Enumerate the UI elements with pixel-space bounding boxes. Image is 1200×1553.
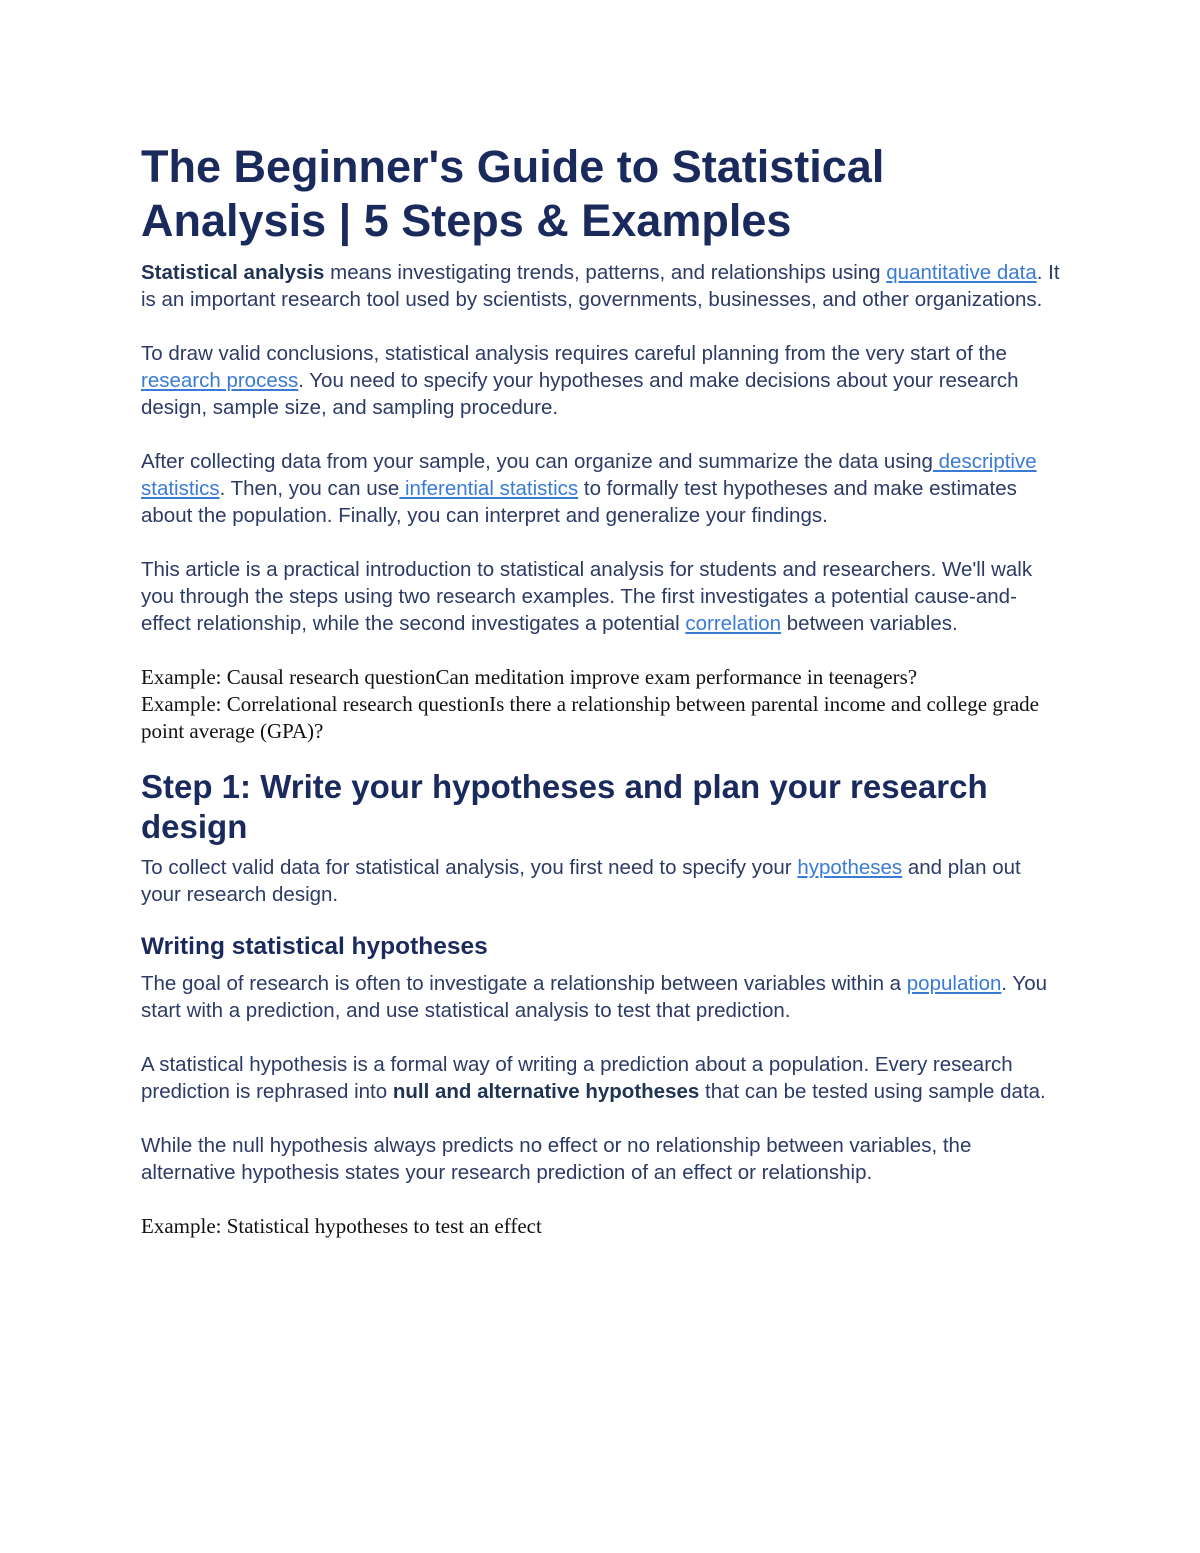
text: to formally test hypotheses and make estimates about the population. Finally, you can interpret and generalize your findings. xyxy=(141,477,1017,527)
bold-term: Statistical analysis xyxy=(141,261,325,284)
step1-paragraph-2 xyxy=(141,970,1060,1024)
link-quantitative-data[interactable]: quantitative data xyxy=(886,261,1037,284)
text: that can be tested using sample data. xyxy=(699,1080,1046,1103)
link-inferential-statistics[interactable]: inferential statistics xyxy=(399,477,579,500)
text: A statistical hypothesis is a formal way of writing a prediction about a population. Every research prediction is rephrased into xyxy=(141,1053,1013,1103)
text: After collecting data from your sample, you can organize and summarize the data using xyxy=(141,450,933,473)
bold-term: null and alternative hypotheses xyxy=(392,1080,700,1103)
text: . Then, you can use xyxy=(219,477,400,500)
page-title: The Beginner's Guide to Statistical Analysis | 5 Steps & Examples xyxy=(141,141,885,246)
example-causal: Example: Causal research questionCan meditation improve exam performance in teenagers? xyxy=(141,665,918,689)
text: means investigating trends, patterns, and relationships using xyxy=(324,261,887,284)
link-hypotheses[interactable]: hypotheses xyxy=(797,856,903,879)
step1-paragraph-1 xyxy=(141,854,1060,908)
link-descriptive-statistics[interactable]: descriptive statistics xyxy=(141,450,1037,500)
text: and plan out your research design. xyxy=(141,856,1021,906)
example-correlational: Example: Correlational research questionIs there a relationship between parental income and college grade point average (GPA)? xyxy=(141,692,1039,743)
example-statistical-hypotheses: Example: Statistical hypotheses to test an effect xyxy=(141,1214,542,1238)
text: To draw valid conclusions, statistical analysis requires careful planning from the very start of the xyxy=(141,342,1007,365)
text: . You start with a prediction, and use statistical analysis to test that prediction. xyxy=(141,972,1048,1022)
text: This article is a practical introduction to statistical analysis for students and researchers. We'll walk you through the steps using two research examples. The first investigates a potential cause-and-effect relationship, while the second investigates a potential xyxy=(141,558,1033,635)
link-research-process[interactable]: research process xyxy=(141,369,299,392)
link-correlation[interactable]: correlation xyxy=(685,612,782,635)
text: The goal of research is often to investigate a relationship between variables within a xyxy=(141,972,907,995)
link-population[interactable]: population xyxy=(906,972,1002,995)
intro-paragraph-2 xyxy=(141,340,1060,421)
text: . It is an important research tool used by scientists, governments, businesses, and other organizations. xyxy=(141,261,1060,311)
subheading-writing-hypotheses: Writing statistical hypotheses xyxy=(141,933,488,960)
text: To collect valid data for statistical analysis, you first need to specify your xyxy=(141,856,798,879)
step1-paragraph-3 xyxy=(141,1051,1060,1105)
step1-paragraph-4: While the null hypothesis always predicts no effect or no relationship between variables, the alternative hypothesis states your research prediction of an effect or relationship. xyxy=(141,1134,972,1184)
text: between variables. xyxy=(781,612,958,635)
step1-heading: Step 1: Write your hypotheses and plan your research design xyxy=(141,768,988,845)
intro-paragraph-4 xyxy=(141,556,1060,637)
intro-paragraph-1 xyxy=(141,259,1060,313)
intro-paragraph-3 xyxy=(141,448,1060,529)
text: . You need to specify your hypotheses and make decisions about your research design, sample size, and sampling procedure. xyxy=(141,369,1019,419)
